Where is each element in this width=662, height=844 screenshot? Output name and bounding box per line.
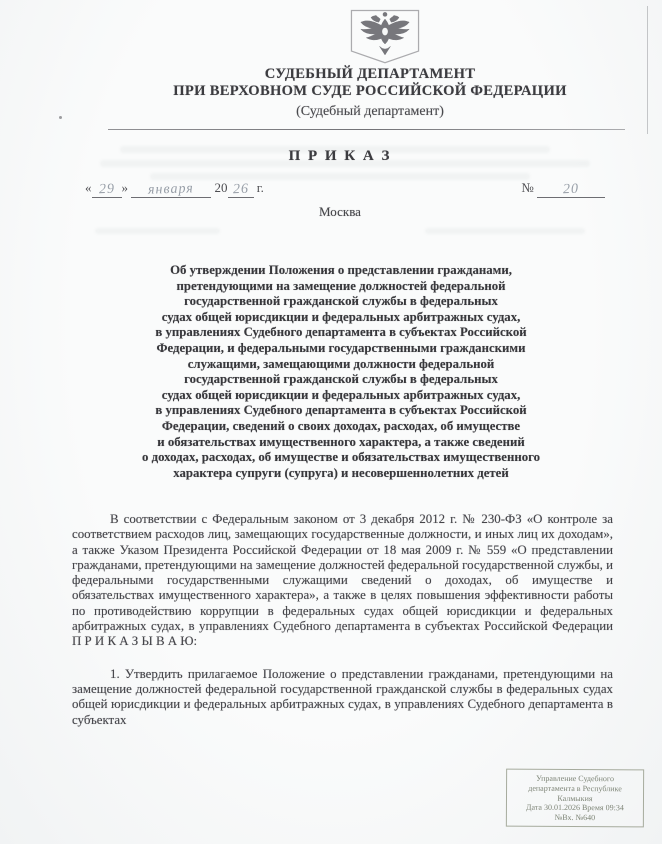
title-line: государственной гражданской службы в федеральных bbox=[184, 372, 498, 387]
header-divider bbox=[108, 129, 625, 130]
quote-close: » bbox=[121, 180, 128, 195]
quote-open: « bbox=[85, 180, 92, 195]
doc-type-heading: П Р И К А З bbox=[288, 148, 392, 164]
order-body bbox=[72, 512, 613, 745]
handwritten-day: 29 bbox=[98, 181, 115, 198]
handwritten-number: 20 bbox=[562, 181, 580, 198]
number-blank bbox=[537, 180, 605, 198]
day-blank bbox=[92, 180, 122, 198]
bleedthrough-smudge bbox=[425, 228, 585, 234]
title-line: и обязательствах имущественного характера, а также сведений bbox=[157, 434, 525, 449]
title-line: служащими, замещающими должности федеральной bbox=[187, 356, 495, 371]
title-line: Об утверждении Положения о представлении гражданами, bbox=[170, 263, 512, 277]
title-line: государственной гражданской службы в федеральных bbox=[184, 294, 498, 309]
title-line: судах общей юрисдикции и федеральных арбитражных судах, bbox=[161, 387, 521, 402]
body-paragraph-item1: 1. Утвердить прилагаемое Положение о представлении гражданами, претендующими на замещение должностей федеральной государственной гражданской службы в федеральных судах общей юрисдикции и федеральных арбитражных судах, в управлениях Судебного департамента в субъектах bbox=[72, 666, 613, 727]
title-line: Федерации, сведений о своих доходах, расходах, об имуществе bbox=[161, 418, 521, 433]
number-field bbox=[521, 180, 605, 198]
city-label: Москва bbox=[319, 204, 361, 219]
org-name-line1: СУДЕБНЫЙ ДЕПАРТАМЕНТ bbox=[264, 66, 476, 82]
scan-speck bbox=[59, 116, 62, 119]
coat-of-arms-icon bbox=[346, 8, 424, 66]
bleedthrough-smudge bbox=[95, 228, 220, 234]
title-line: судах общей юрисдикции и федеральных арбитражных судах, bbox=[161, 309, 521, 324]
title-line: в управлениях Судебного департамента в субъектах Российской bbox=[155, 325, 527, 340]
date-field bbox=[85, 180, 264, 198]
month-blank bbox=[131, 180, 211, 198]
handwritten-month: января bbox=[148, 181, 195, 198]
body-paragraph-preamble: В соответствии с Федеральным законом от 3 декабря 2012 г. № 230-ФЗ «О контроле за соответствием расходов лиц, замещающих государственные должности, и иных лиц их доходам», а также Указом Президента Российской Федерации от 18 мая 2009 г. № 559 «О представлении гражданами, претендующими на замещение должностей федеральной государственной службы, и федеральными государственными служащими сведений о доходах, об имуществе и обязательствах имущественного характера», а также в целях повышения эффективности работы по противодействию коррупции в федеральных судах общей юрисдикции и федеральных арбитражных судах, в управлениях Судебного департамента в субъектах Российской Федерации П Р И К А З Ы В А Ю: bbox=[72, 512, 613, 649]
org-name-line2: ПРИ ВЕРХОВНОМ СУДЕ РОССИЙСКОЙ ФЕДЕРАЦИИ bbox=[173, 82, 567, 99]
stamp-line: Калмыкия bbox=[557, 793, 593, 803]
date-number-row bbox=[85, 180, 605, 198]
stamp-line: Дата 30.01.2026 Время 09:34 bbox=[526, 803, 624, 813]
title-line: претендующими на замещение должностей федеральной bbox=[176, 278, 506, 293]
handwritten-year: 26 bbox=[232, 181, 249, 198]
title-line: о доходах, расходах, об имуществе и обязательствах имущественного bbox=[142, 450, 540, 465]
stamp-line: департамента в Республике bbox=[528, 783, 622, 794]
org-short-name: (Судебный департамент) bbox=[296, 104, 444, 119]
year-printed: 20 bbox=[214, 180, 228, 195]
year-suffix: г. bbox=[256, 180, 264, 195]
title-line: характера супруги (супруга) и несовершеннолетних детей bbox=[173, 465, 509, 480]
title-line: Федерации, и федеральными государственными гражданскими bbox=[156, 340, 526, 355]
order-title bbox=[61, 263, 621, 481]
year-blank bbox=[228, 180, 254, 198]
bleedthrough-smudge bbox=[150, 173, 530, 180]
registration-stamp bbox=[506, 769, 644, 828]
title-line: в управлениях Судебного департамента в субъектах Российской bbox=[155, 403, 527, 418]
stamp-line: Управление Судебного bbox=[536, 773, 615, 784]
org-header bbox=[90, 66, 650, 100]
number-label: № bbox=[521, 180, 534, 195]
stamp-line: №Вх. №640 bbox=[554, 813, 596, 823]
